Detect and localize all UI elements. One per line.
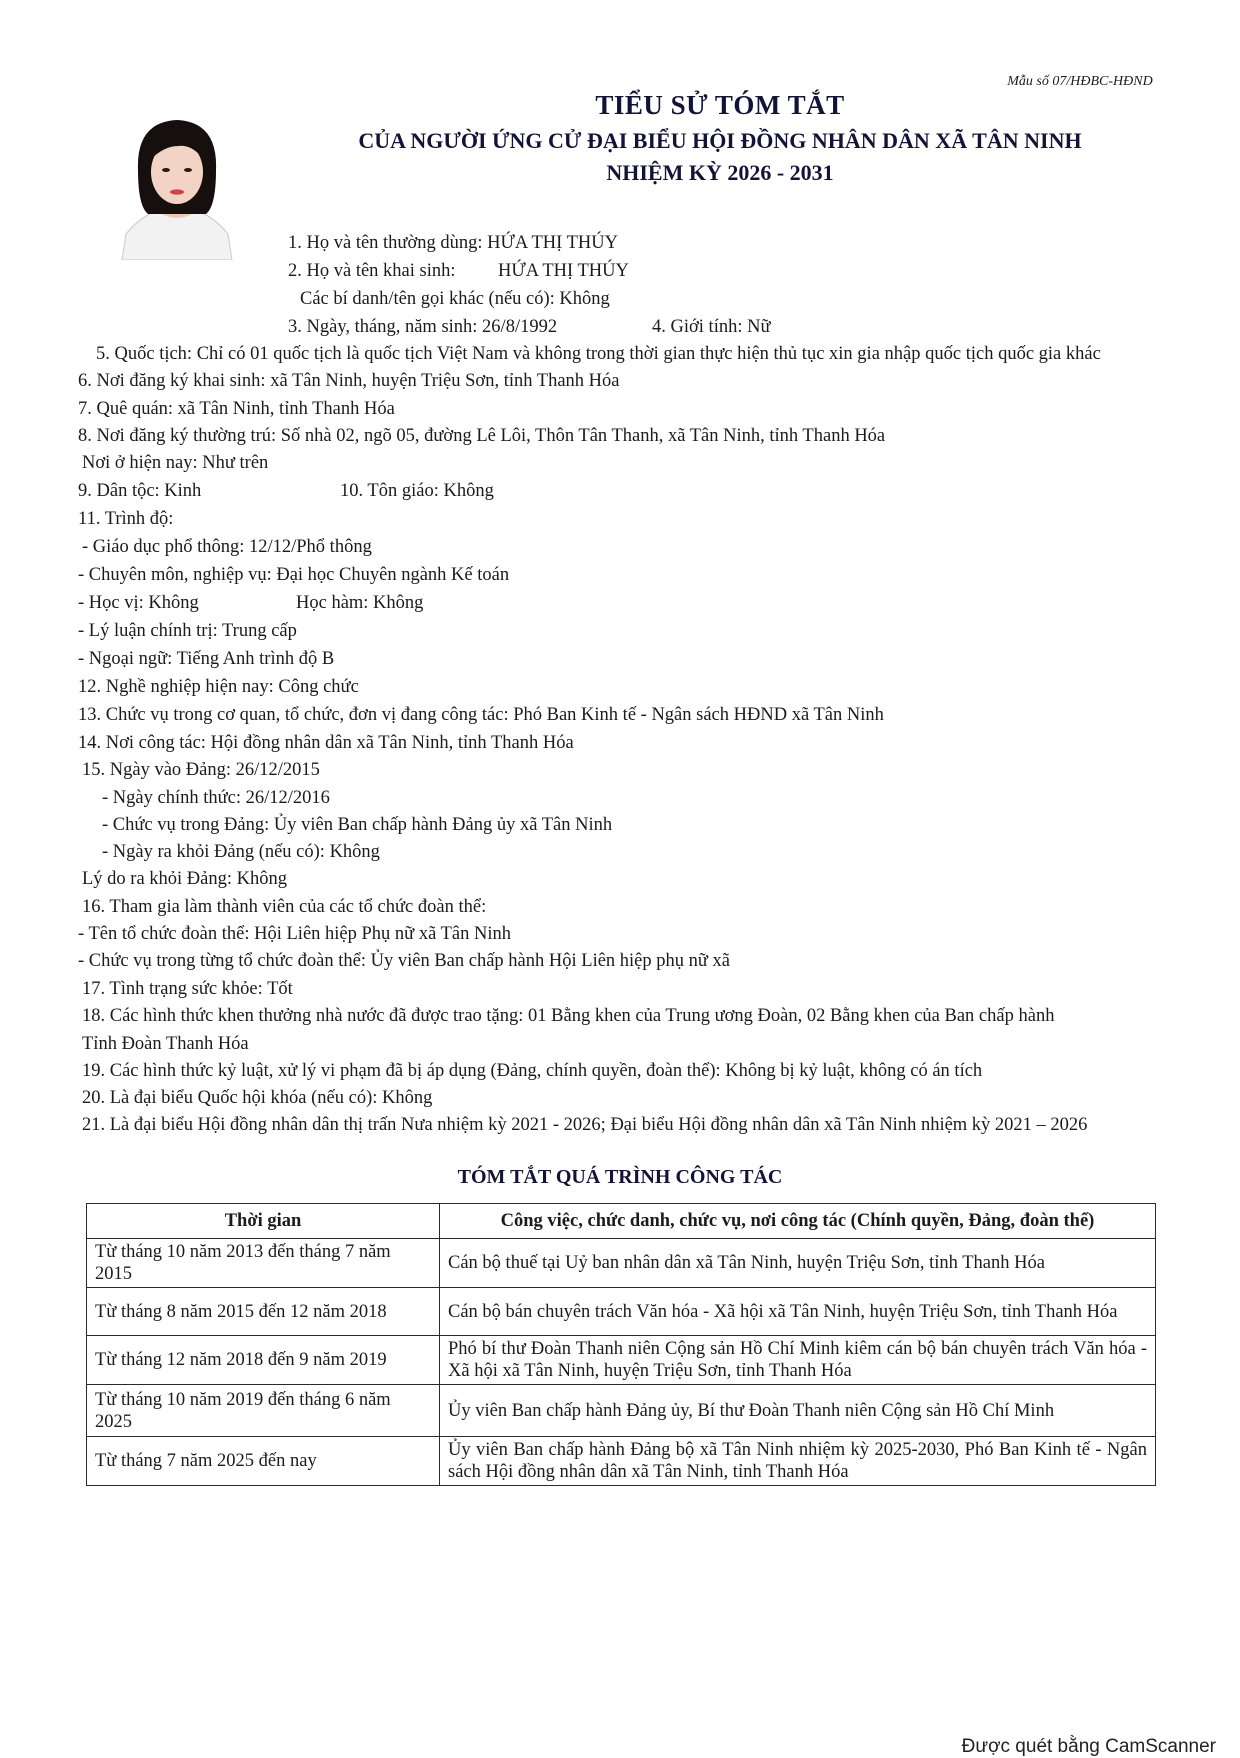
- table-row: [87, 1239, 1156, 1288]
- common-name: 1. Họ và tên thường dùng: HỨA THỊ THÚY: [288, 233, 618, 253]
- party-position: - Chức vụ trong Đảng: Ủy viên Ban chấp hành Đảng ủy xã Tân Ninh: [102, 815, 613, 835]
- work-history-heading: TÓM TẮT QUÁ TRÌNH CÔNG TÁC: [457, 1166, 783, 1188]
- document-term: NHIỆM KỲ 2026 - 2031: [606, 160, 834, 185]
- national-assembly-delegate: 20. Là đại biểu Quốc hội khóa (nếu có): Không: [82, 1088, 433, 1108]
- table-row: [87, 1385, 1156, 1437]
- professional-qualification: - Chuyên môn, nghiệp vụ: Đại học Chuyên ngành Kế toán: [78, 565, 510, 585]
- current-occupation: 12. Nghề nghiệp hiện nay: Công chức: [78, 677, 359, 697]
- birth-name-label: 2. Họ và tên khai sinh:: [288, 261, 456, 281]
- row-time: Từ tháng 7 năm 2025 đến nay: [87, 1437, 440, 1486]
- ethnicity: 9. Dân tộc: Kinh: [78, 481, 202, 501]
- organizations-heading: 16. Tham gia làm thành viên của các tổ chức đoàn thể:: [82, 897, 487, 917]
- state-awards: 18. Các hình thức khen thưởng nhà nước đã được trao tặng: 01 Bằng khen của Trung ương Đoàn, 02 Bằng khen của Ban chấp hành: [82, 1006, 1055, 1026]
- row-work: Ủy viên Ban chấp hành Đảng ủy, Bí thư Đoàn Thanh niên Cộng sản Hồ Chí Minh: [440, 1385, 1156, 1437]
- table-row: [87, 1336, 1156, 1385]
- permanent-residence: 8. Nơi đăng ký thường trú: Số nhà 02, ngõ 05, đường Lê Lôi, Thôn Tân Thanh, xã Tân Ninh, tỉnh Thanh Hóa: [78, 426, 886, 446]
- nationality: 5. Quốc tịch: Chỉ có 01 quốc tịch là quốc tịch Việt Nam và không trong thời gian thực hiện thủ tục xin gia nhập quốc tịch quốc gia khác: [96, 344, 1101, 364]
- scanner-watermark: Được quét bằng CamScanner: [961, 1736, 1216, 1757]
- table-row: [87, 1288, 1156, 1336]
- birth-registration: 6. Nơi đăng ký khai sinh: xã Tân Ninh, huyện Triệu Sơn, tỉnh Thanh Hóa: [78, 371, 620, 391]
- column-header-time: Thời gian: [87, 1204, 440, 1239]
- workplace: 14. Nơi công tác: Hội đồng nhân dân xã Tân Ninh, tỉnh Thanh Hóa: [78, 733, 574, 753]
- table-header-row: [87, 1204, 1156, 1239]
- party-official-date: - Ngày chính thức: 26/12/2016: [102, 788, 330, 808]
- academic-title: Học hàm: Không: [296, 593, 424, 613]
- religion: 10. Tôn giáo: Không: [340, 481, 494, 501]
- document-title: TIỂU SỬ TÓM TẮT: [595, 90, 845, 120]
- council-delegate: 21. Là đại biểu Hội đồng nhân dân thị trấn Nưa nhiệm kỳ 2021 - 2026; Đại biểu Hội đồng nhân dân xã Tân Ninh nhiệm kỳ 2021 – 2026: [82, 1115, 1088, 1135]
- table-row: [87, 1437, 1156, 1486]
- work-history-table: [86, 1203, 1156, 1486]
- row-time: Từ tháng 10 năm 2019 đến tháng 6 năm 2025: [87, 1385, 440, 1437]
- health-status: 17. Tình trạng sức khỏe: Tốt: [82, 979, 293, 999]
- birth-name-value: HỨA THỊ THÚY: [498, 261, 629, 281]
- portrait-photo: [112, 110, 242, 260]
- form-code: Mẫu số 07/HĐBC-HĐND: [1007, 74, 1153, 89]
- row-work: Ủy viên Ban chấp hành Đảng bộ xã Tân Ninh nhiệm kỳ 2025-2030, Phó Ban Kinh tế - Ngân sách Hội đồng nhân dân xã Tân Ninh, tỉnh Thanh Hóa: [440, 1437, 1156, 1486]
- organization-position: - Chức vụ trong từng tổ chức đoàn thể: Ủy viên Ban chấp hành Hội Liên hiệp phụ nữ xã: [78, 951, 731, 971]
- current-residence: Nơi ở hiện nay: Như trên: [82, 453, 269, 473]
- date-of-birth: 3. Ngày, tháng, năm sinh: 26/8/1992: [288, 317, 558, 337]
- hometown: 7. Quê quán: xã Tân Ninh, tỉnh Thanh Hóa: [78, 399, 395, 419]
- disciplinary-record: 19. Các hình thức kỷ luật, xử lý vi phạm đã bị áp dụng (Đảng, chính quyền, đoàn thể): Không bị kỷ luật, không có án tích: [82, 1061, 983, 1081]
- education-heading: 11. Trình độ:: [78, 509, 174, 529]
- row-time: Từ tháng 8 năm 2015 đến 12 năm 2018: [87, 1288, 440, 1336]
- party-join-date: 15. Ngày vào Đảng: 26/12/2015: [82, 760, 320, 780]
- row-time: Từ tháng 10 năm 2013 đến tháng 7 năm 2015: [87, 1239, 440, 1288]
- aliases: Các bí danh/tên gọi khác (nếu có): Không: [300, 289, 610, 309]
- general-education: - Giáo dục phổ thông: 12/12/Phổ thông: [82, 537, 372, 557]
- row-time: Từ tháng 12 năm 2018 đến 9 năm 2019: [87, 1336, 440, 1385]
- organization-name: - Tên tổ chức đoàn thể: Hội Liên hiệp Phụ nữ xã Tân Ninh: [78, 924, 511, 944]
- gender: 4. Giới tính: Nữ: [652, 317, 771, 337]
- academic-degree: - Học vị: Không: [78, 593, 199, 613]
- document-subtitle: CỦA NGƯỜI ỨNG CỬ ĐẠI BIỂU HỘI ĐỒNG NHÂN DÂN XÃ TÂN NINH: [358, 128, 1082, 153]
- portrait-image: [112, 110, 242, 260]
- party-leave-date: - Ngày ra khỏi Đảng (nếu có): Không: [102, 842, 380, 862]
- row-work: Cán bộ thuế tại Uỷ ban nhân dân xã Tân Ninh, huyện Triệu Sơn, tỉnh Thanh Hóa: [440, 1239, 1156, 1288]
- political-theory: - Lý luận chính trị: Trung cấp: [78, 621, 297, 641]
- row-work: Cán bộ bán chuyên trách Văn hóa - Xã hội xã Tân Ninh, huyện Triệu Sơn, tỉnh Thanh Hóa: [440, 1288, 1156, 1336]
- state-awards-continued: Tỉnh Đoàn Thanh Hóa: [82, 1034, 249, 1054]
- row-work: Phó bí thư Đoàn Thanh niên Cộng sản Hồ Chí Minh kiêm cán bộ bán chuyên trách Văn hóa - Xã hội xã Tân Ninh, huyện Triệu Sơn, tỉnh Thanh Hóa: [440, 1336, 1156, 1385]
- foreign-language: - Ngoại ngữ: Tiếng Anh trình độ B: [78, 649, 335, 669]
- party-leave-reason: Lý do ra khỏi Đảng: Không: [82, 869, 288, 889]
- current-position: 13. Chức vụ trong cơ quan, tổ chức, đơn vị đang công tác: Phó Ban Kinh tế - Ngân sách HĐND xã Tân Ninh: [78, 705, 884, 725]
- column-header-work: Công việc, chức danh, chức vụ, nơi công tác (Chính quyền, Đảng, đoàn thể): [440, 1204, 1156, 1239]
